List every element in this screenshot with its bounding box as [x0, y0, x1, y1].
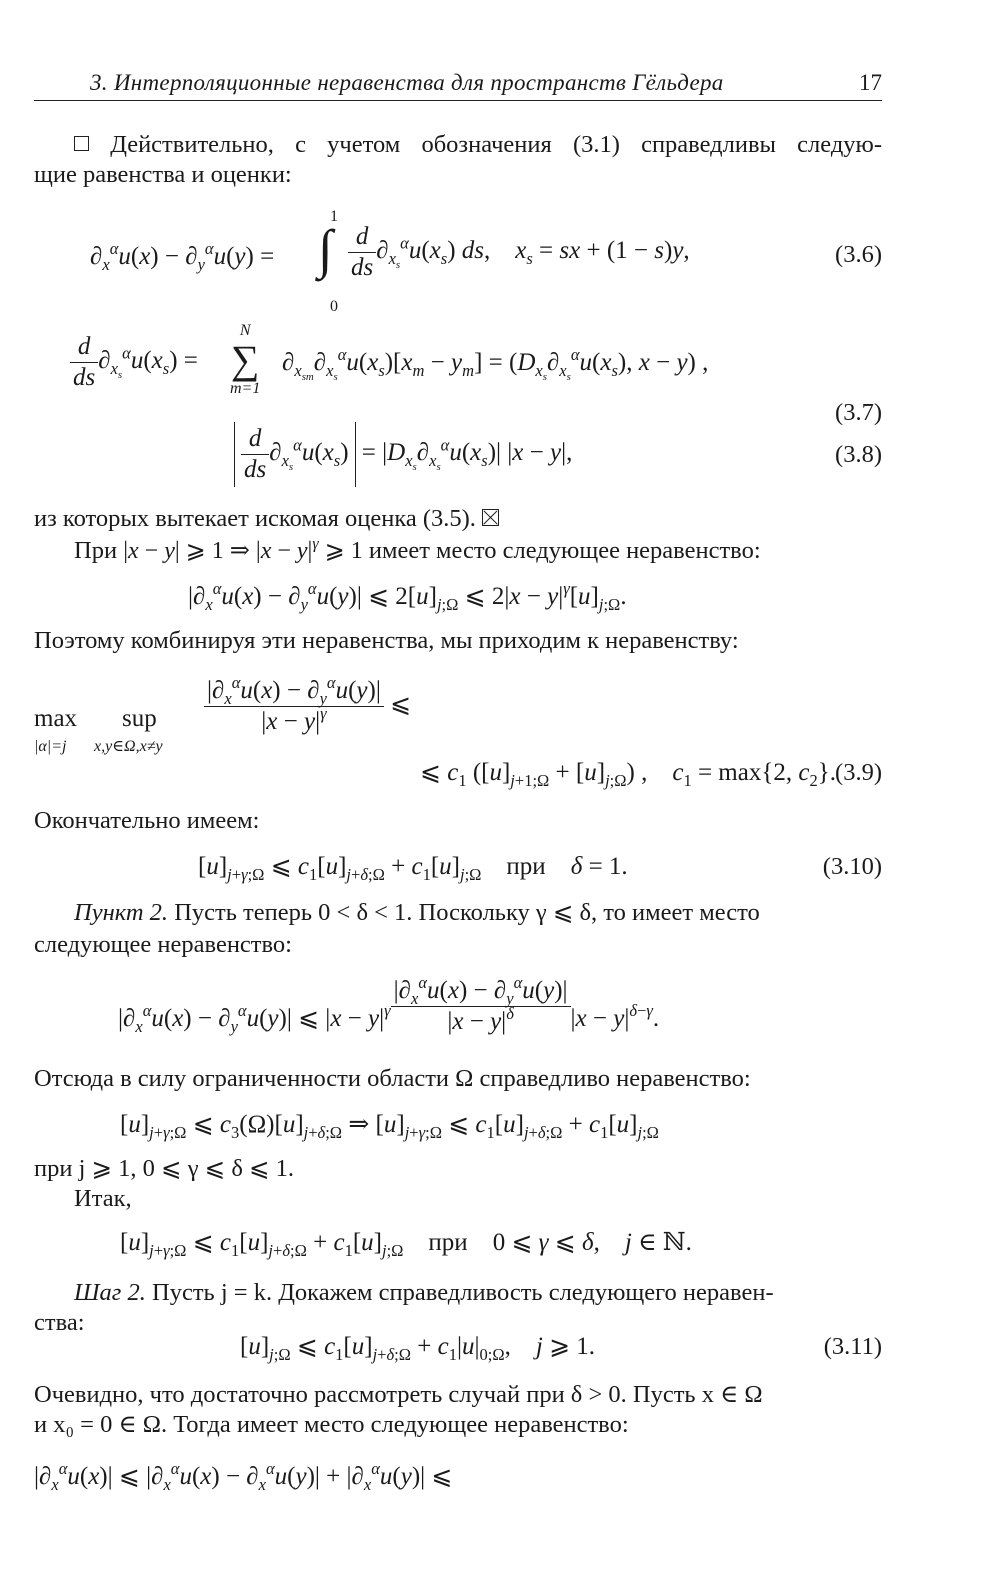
- equation-number-3-6: (3.6): [835, 241, 882, 268]
- equation-3-10: $[u]_{j+\gamma;\Omega}$ ⩽ $c_1[u]_{j+\delta;\Omega} + c_1[u]_{j;\Omega}$ при δ = 1.: [198, 853, 628, 884]
- paragraph-10-line-1: Шаг 2. Пусть j = k. Докажем справедливость следующего неравен-: [74, 1279, 774, 1306]
- paragraph-1-line-1: Действительно, с учетом обозначения (3.1) справедливы следую-: [74, 130, 882, 160]
- paragraph-5: Окончательно имеем:: [34, 807, 260, 834]
- paragraph-8: при j ⩾ 1, 0 ⩽ γ ⩽ δ ⩽ 1.: [34, 1155, 295, 1182]
- equation-number-3-9: (3.9): [835, 759, 882, 786]
- equation-number-3-11: (3.11): [823, 1333, 882, 1360]
- running-title: 3. Интерполяционные неравенства для пространств Гёльдера: [90, 70, 724, 95]
- paragraph-11-line-2: и x₀ = 0 ∈ Ω. Тогда имеет место следующее неравенство:: [34, 1411, 629, 1438]
- paragraph-4: Поэтому комбинируя эти неравенства, мы приходим к неравенству:: [34, 627, 739, 654]
- paragraph-11-line-1: Очевидно, что достаточно рассмотреть случай при δ > 0. Пусть x ∈ Ω: [34, 1381, 763, 1408]
- paragraph-2: из которых вытекает искомая оценка (3.5).: [34, 504, 882, 534]
- paragraph-6-line-1: Пункт 2. Пусть теперь 0 < δ < 1. Поскольку γ ⩽ δ, то имеет место: [74, 899, 760, 926]
- equation-number-3-10: (3.10): [822, 853, 882, 880]
- inequality-bounded-domain: $[u]_{j+\gamma;\Omega}$ ⩽ $c_3(\Omega)[u]_{j+\delta;\Omega}$ ⇒ $[u]_{j+\gamma;\Omega}$ ⩽ $c_1[u]_{j+\delta;\Omega} + c_1[u]_{j;\Omega}$: [120, 1111, 659, 1142]
- inequality-final: $|\partial_x^\alpha u(x)|$ ⩽ $|\partial_x^\alpha u(x) - \partial_x^\alpha u(y)| + |\partial_x^\alpha u(y)|$ ⩽: [34, 1459, 453, 1494]
- page: 3. Интерполяционные неравенства для пространств Гёльдера 17 Действительно, с учетом обозначения (3.1) справедливы следую- щие равенства и оценки: 1 0 $\partial_x^\alpha u(x) - \partial_y^\alpha u(y)$ = ∫ $\frac{d}{ds}$ $\partial_{x_s}^\alpha u(x_s)$ ds, $x_s$ = sx + (1 − s)y, (3.6) $\frac{d}{ds}$ $\partial_{x_s}^\alpha u(x_s)$ = N ∑ m=1 $\partial_{x_{sm}}\partial_{x_s}^\alpha u(x_s)[x_m - y_m] = (D_{x_s}\partial_{x_s}^\alpha u(x_s)$, x − y) , (3.7) $\frac{d}{ds}$ $\partial_{x_s}^\alpha u(x_s) = |D_{x_s}\partial_{x_s}^\alpha u(x_s)|$ |x − y|, (3.8) из которых вытекает искомая оценка (3.5). При |x − y| ⩾ 1 ⇒ $|x - y|^\gamma$ ⩾ 1 имеет место следующее неравенство: $|\partial_x^\alpha u(x) - \partial_y^\alpha u(y)|$ ⩽ $2[u]_{j;\Omega}$ ⩽ $2|x - y|^\gamma[u]_{j;\Omega}$. Поэтому комбинируя эти неравенства, мы приходим к неравенству: max |α|=j sup x,y∈Ω,x≠y $\frac{|\partial_x^\alpha u(x) - \partial_y^\alpha u(y)|}{|x - y|^\gamma}$ ⩽ ⩽ $c_1$ $([u]_{j+1;\Omega} + [u]_{j;\Omega})$ , $c_1 = \max\{2$, $c_2$}. (3.9) Окончательно имеем: $[u]_{j+\gamma;\Omega}$ ⩽ $c_1[u]_{j+\delta;\Omega} + c_1[u]_{j;\Omega}$ при δ = 1. (3.10) Пункт 2. Пусть теперь 0 < δ < 1. Поскольку γ ⩽ δ, то имеет место следующее неравенство: $|\partial_x^\alpha u(x) - \partial_y^\alpha u(y)|$ ⩽ $|x - y|^\gamma$ $\frac{|\partial_x^\alpha u(x) - \partial_y^\alpha u(y)|}{|x - y|^\delta}$ $|x - y|^{\delta-\gamma}$. Отсюда в силу ограниченности области Ω справедливо неравенство: $[u]_{j+\gamma;\Omega}$ ⩽ $c_3(\Omega)[u]_{j+\delta;\Omega}$ ⇒ $[u]_{j+\gamma;\Omega}$ ⩽ $c_1[u]_{j+\delta;\Omega} + c_1[u]_{j;\Omega}$ при j ⩾ 1, 0 ⩽ γ ⩽ δ ⩽ 1. Итак, $[u]_{j+\gamma;\Omega}$ ⩽ $c_1[u]_{j+\delta;\Omega} + c_1[u]_{j;\Omega}$ при 0 ⩽ γ ⩽ δ, j ∈ ℕ. Шаг 2. Пусть j = k. Докажем справедливость следующего неравен- ства: $[u]_{j;\Omega}$ ⩽ $c_1[u]_{j+\delta;\Omega} + c_1|u|_{0;\Omega}$, j ⩾ 1. (3.11) Очевидно, что достаточно рассмотреть случай при δ > 0. Пусть x ∈ Ω и x₀ = 0 ∈ Ω. Тогда имеет место следующее неравенство: $|\partial_x^\alpha u(x)|$ ⩽ $|\partial_x^\alpha u(x) - \partial_x^\alpha u(y)| + |\partial_x^\alpha u(y)|$ ⩽: [34, 70, 882, 1494]
- proof-start-icon: [74, 136, 89, 151]
- paragraph-10-line-2: ства:: [34, 1309, 85, 1336]
- inequality-bounded-difference: $|\partial_x^\alpha u(x) - \partial_y^\alpha u(y)|$ ⩽ $2[u]_{j;\Omega}$ ⩽ $2|x - y|^\gamma[u]_{j;\Omega}$.: [188, 579, 627, 614]
- inequality-holder-split: $|\partial_x^\alpha u(x) - \partial_y^\alpha u(y)|$ ⩽ $|x - y|^\gamma$ $\frac{|\partial_x^\alpha u(x) - \partial_y^\alpha u(y)|}{|x - y|^\delta}$ $|x - y|^{\delta-\gamma}$.: [118, 973, 660, 1036]
- paragraph-3: При |x − y| ⩾ 1 ⇒ $|x - y|^\gamma$ ⩾ 1 имеет место следующее неравенство:: [74, 535, 761, 564]
- proof-end-icon: [482, 509, 499, 526]
- paragraph-9: Итак,: [74, 1185, 132, 1212]
- page-number: 17: [859, 70, 882, 95]
- equation-3-8: $\frac{d}{ds}$ $\partial_{x_s}^\alpha u(x_s) = |D_{x_s}\partial_{x_s}^\alpha u(x_s)|$ |x − y|,: [234, 422, 572, 487]
- paragraph-1-line-2: щие равенства и оценки:: [34, 161, 292, 188]
- running-header: [34, 70, 882, 101]
- equation-number-3-7: (3.7): [835, 399, 882, 426]
- paragraph-7: Отсюда в силу ограниченности области Ω справедливо неравенство:: [34, 1065, 751, 1092]
- inequality-summary: $[u]_{j+\gamma;\Omega}$ ⩽ $c_1[u]_{j+\delta;\Omega} + c_1[u]_{j;\Omega}$ при 0 ⩽ γ ⩽ δ, j ∈ ℕ.: [120, 1229, 692, 1260]
- paragraph-6-line-2: следующее неравенство:: [34, 931, 292, 958]
- equation-number-3-8: (3.8): [835, 441, 882, 468]
- equation-3-11: $[u]_{j;\Omega}$ ⩽ $c_1[u]_{j+\delta;\Omega} + c_1|u|_{0;\Omega}$, j ⩾ 1.: [240, 1333, 596, 1364]
